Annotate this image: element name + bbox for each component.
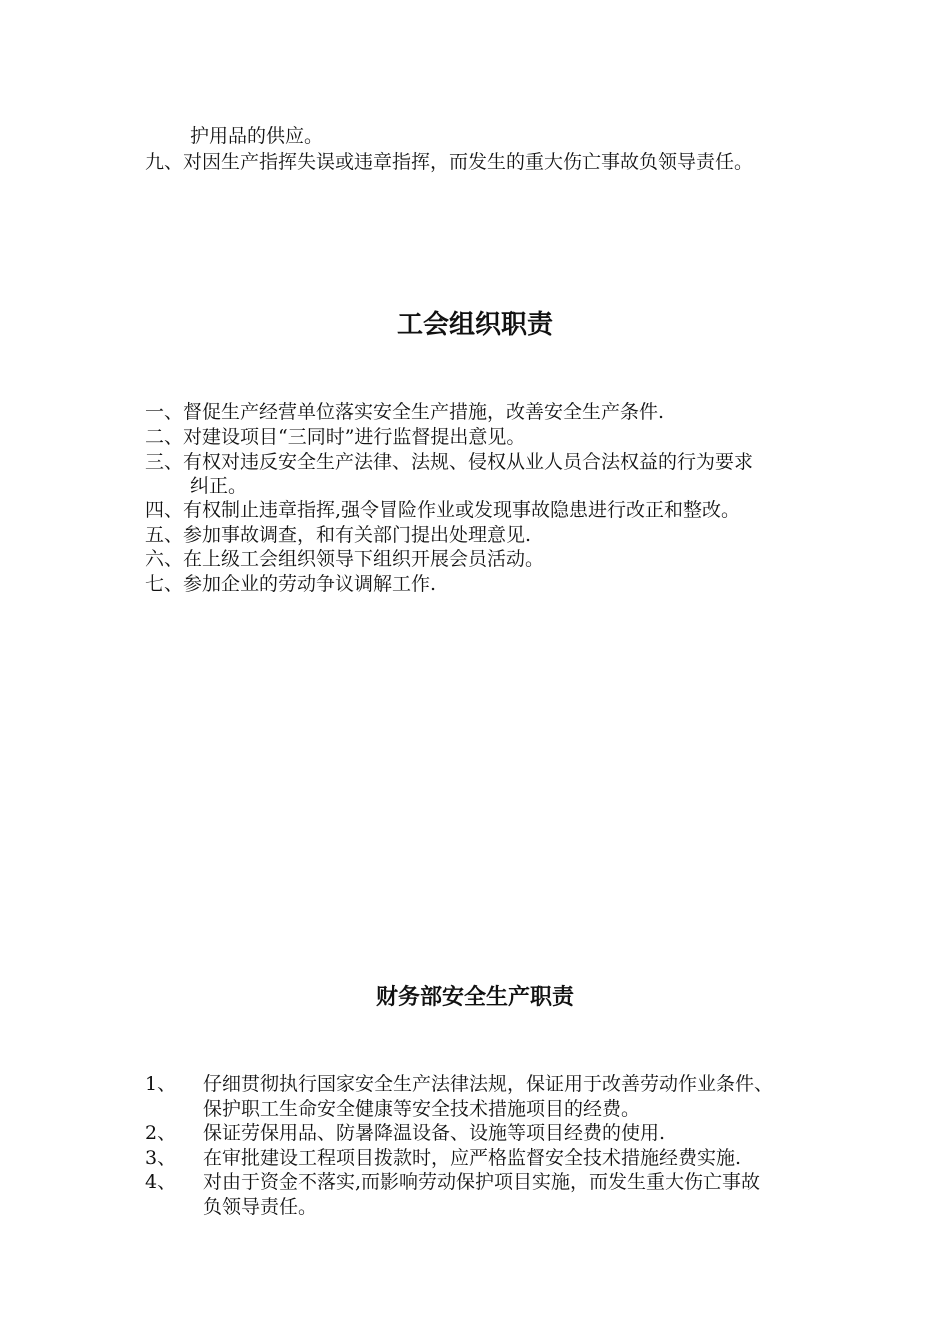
finance-item-4-number: 4、 (145, 1171, 177, 1193)
finance-item-2-text: 保证劳保用品、防暑降温设备、设施等项目经费的使用. (203, 1122, 666, 1144)
union-item-5: 五、参加事故调查，和有关部门提出处理意见. (145, 524, 532, 546)
union-item-1: 一、督促生产经营单位落实安全生产措施，改善安全生产条件. (145, 401, 665, 423)
list-item-9: 九、对因生产指挥失误或违章指挥，而发生的重大伤亡事故负领导责任。 (145, 151, 754, 173)
finance-item-1-number: 1、 (145, 1073, 177, 1095)
union-item-3: 三、有权对违反安全生产法律、法规、侵权从业人员合法权益的行为要求 (145, 451, 754, 473)
finance-item-1-continuation: 保护职工生命安全健康等安全技术措施项目的经费。 (203, 1098, 641, 1120)
finance-item-2-number: 2、 (145, 1122, 177, 1144)
union-item-7: 七、参加企业的劳动争议调解工作. (145, 573, 437, 595)
union-item-6: 六、在上级工会组织领导下组织开展会员活动。 (145, 548, 545, 570)
finance-item-1-text: 仔细贯彻执行国家安全生产法律法规，保证用于改善劳动作业条件、 (203, 1073, 774, 1095)
union-item-2: 二、对建设项目“三同时”进行监督提出意见。 (145, 426, 526, 448)
previous-item-continuation: 护用品的供应。 (190, 125, 324, 147)
finance-item-4-text: 对由于资金不落实,而影响劳动保护项目实施，而发生重大伤亡事故 (203, 1171, 761, 1193)
union-item-3-continuation: 纠正。 (190, 475, 248, 497)
finance-section-title: 财务部安全生产职责 (375, 984, 574, 1010)
union-item-4: 四、有权制止违章指挥,强令冒险作业或发现事故隐患进行改正和整改。 (145, 499, 741, 521)
union-section-title: 工会组织职责 (396, 310, 553, 340)
finance-item-3-text: 在审批建设工程项目拨款时，应严格监督安全技术措施经费实施. (203, 1147, 742, 1169)
finance-item-3-number: 3、 (145, 1147, 177, 1169)
finance-item-4-continuation: 负领导责任。 (203, 1196, 318, 1218)
